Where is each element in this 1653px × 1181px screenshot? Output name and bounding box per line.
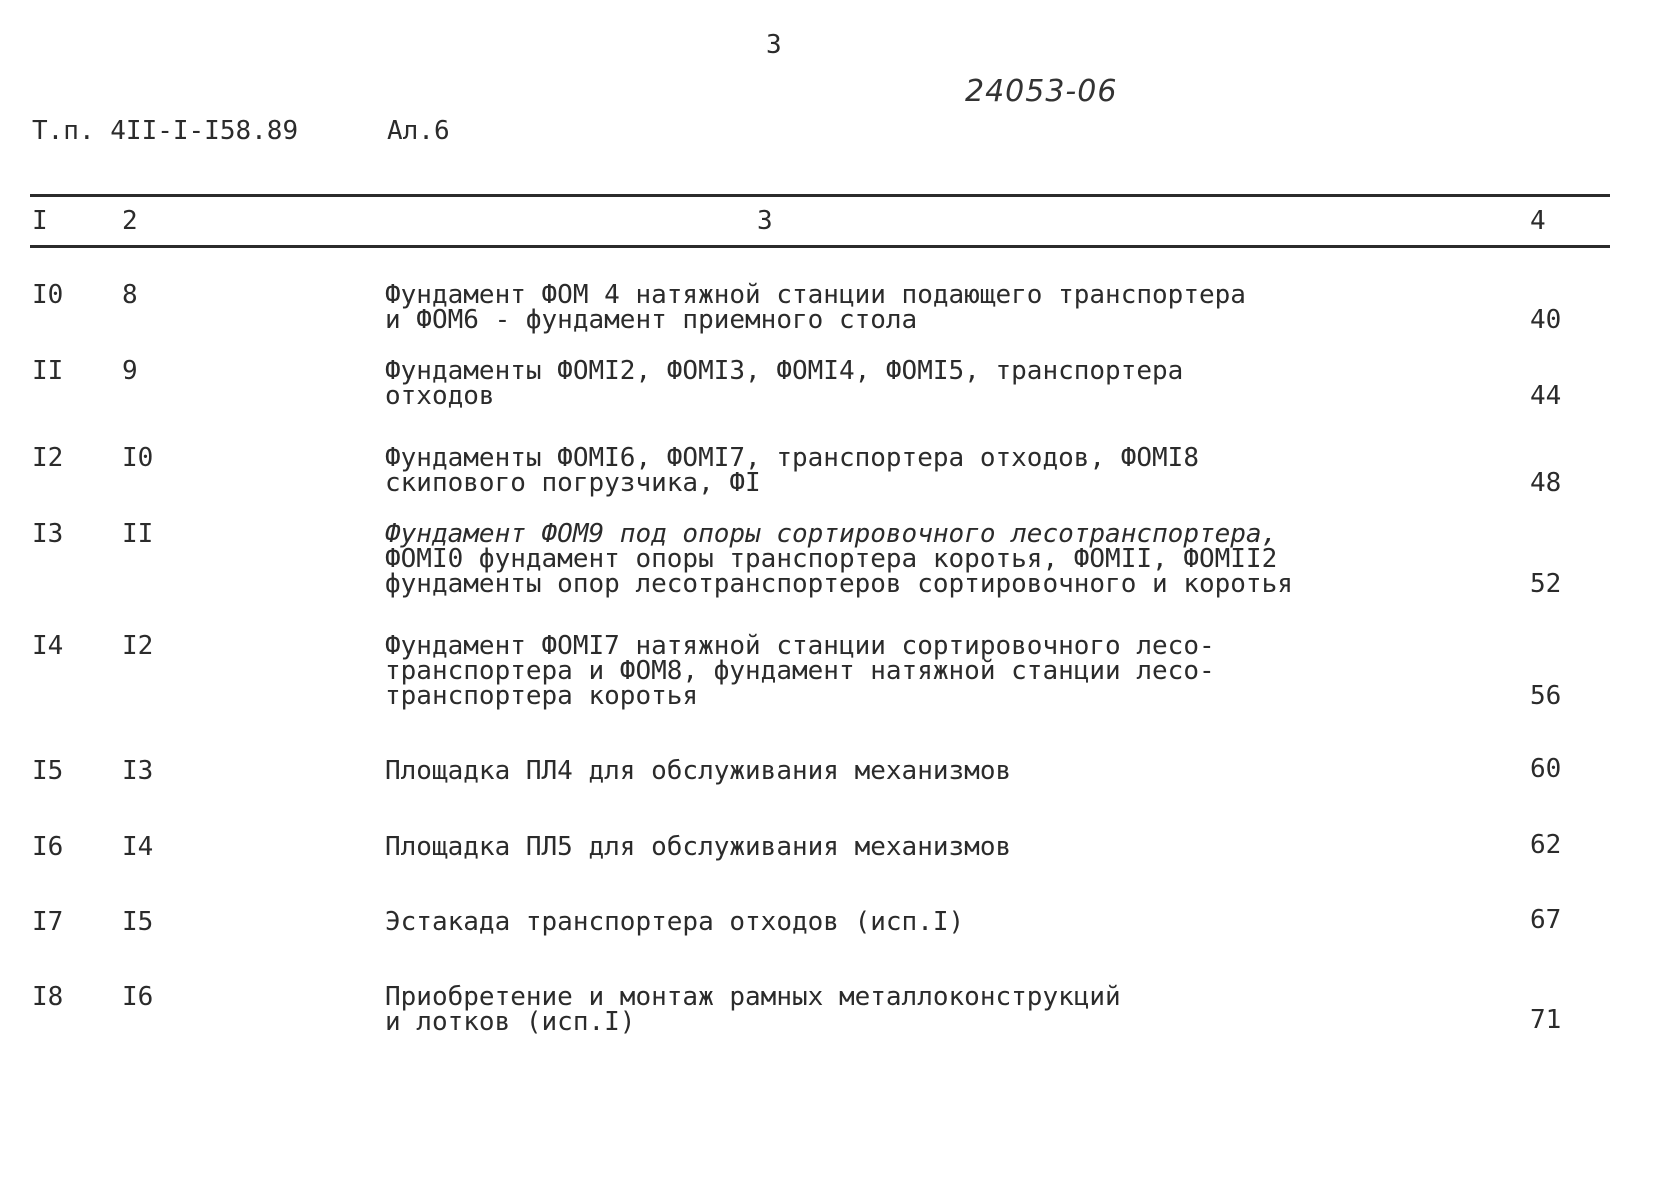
page-ref: 71 [1530, 1005, 1562, 1035]
header-rule-top [30, 194, 1610, 197]
page-ref: 40 [1530, 305, 1562, 335]
sheet-number: I6 [122, 982, 154, 1012]
row-title-line: Фундамент ФОМ 4 натяжной станции подающего транспортера [385, 280, 1246, 310]
row-title-line: Площадка ПЛ4 для обслуживания механизмов [385, 756, 1012, 786]
row-number: I6 [32, 832, 64, 862]
sheet-number: I3 [122, 756, 154, 786]
row-number: I2 [32, 443, 64, 473]
column-header-4: 4 [1530, 206, 1546, 236]
row-number: I3 [32, 519, 64, 549]
sheet-number: I0 [122, 443, 154, 473]
row-title-line: Фундаменты ФОМI2, ФОМI3, ФОМI4, ФОМI5, транспортера [385, 356, 1184, 386]
page-ref: 48 [1530, 468, 1562, 498]
page-ref: 60 [1530, 754, 1562, 784]
page-ref: 62 [1530, 830, 1562, 860]
row-title-line: и ФОМ6 - фундамент приемного стола [385, 305, 918, 335]
row-title-line: Площадка ПЛ5 для обслуживания механизмов [385, 832, 1012, 862]
sheet-number: 8 [122, 280, 138, 310]
row-title-line: транспортера коротья [385, 681, 699, 711]
sheet-number: I4 [122, 832, 154, 862]
column-header-1: I [32, 206, 48, 236]
handwritten-code: 24053-06 [965, 74, 1118, 109]
row-title-line: и лотков (исп.I) [385, 1007, 636, 1037]
document-reference: Т.п. 4II-I-I58.89 [32, 116, 299, 146]
row-number: I4 [32, 631, 64, 661]
page-ref: 44 [1530, 381, 1562, 411]
row-title-line: транспортера и ФОМ8, фундамент натяжной станции лесо- [385, 656, 1215, 686]
row-title-line: Фундамент ФОМI7 натяжной станции сортировочного лесо- [385, 631, 1215, 661]
row-number: I8 [32, 982, 64, 1012]
sheet-number: I2 [122, 631, 154, 661]
header-rule-bottom [30, 245, 1610, 248]
row-title-line: ФОМI0 фундамент опоры транспортера коротья, ФОМII, ФОМII2 [385, 544, 1278, 574]
row-number: I5 [32, 756, 64, 786]
sheet-number: II [122, 519, 154, 549]
page-number: 3 [766, 30, 782, 60]
row-title-line: Приобретение и монтаж рамных металлоконструкций [385, 982, 1121, 1012]
row-title-line: скипового погрузчика, ФI [385, 468, 761, 498]
row-number: II [32, 356, 64, 386]
row-title-line: Фундаменты ФОМI6, ФОМI7, транспортера отходов, ФОМI8 [385, 443, 1199, 473]
row-title-line: фундаменты опор лесотранспортеров сортировочного и коротья [385, 569, 1293, 599]
row-title-line: отходов [385, 381, 495, 411]
sheet-number: 9 [122, 356, 138, 386]
page-ref: 67 [1530, 905, 1562, 935]
row-title-line: Фундамент ФОМ9 под опоры сортировочного лесотранспортера, [385, 519, 1278, 549]
sheet-number: I5 [122, 907, 154, 937]
column-header-2: 2 [122, 206, 138, 236]
row-title-line: Эстакада транспортера отходов (исп.I) [385, 907, 965, 937]
page-ref: 56 [1530, 681, 1562, 711]
page-ref: 52 [1530, 569, 1562, 599]
row-number: I7 [32, 907, 64, 937]
sheet-reference: Ал.6 [387, 116, 450, 146]
column-header-3: 3 [757, 206, 773, 236]
row-number: I0 [32, 280, 64, 310]
